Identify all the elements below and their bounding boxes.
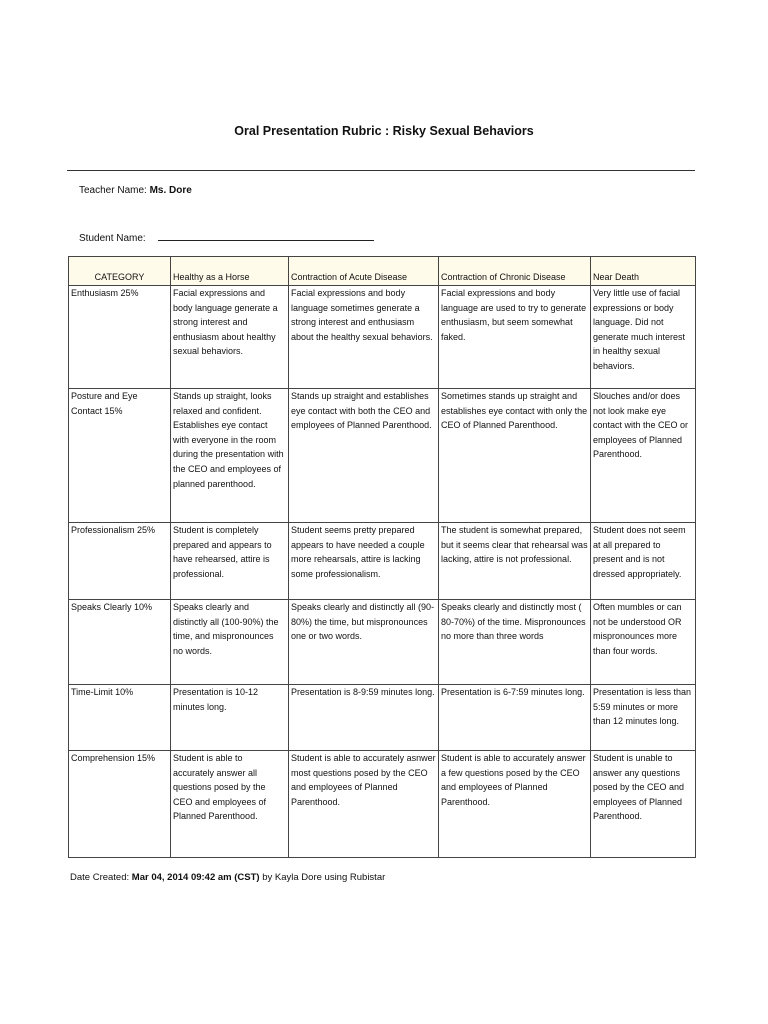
teacher-name-label: Teacher Name: — [79, 185, 147, 196]
row-category: Enthusiasm 25% — [69, 286, 171, 389]
table-cell: Facial expressions and body language sometimes generate a strong interest and enthusiasm about the healthy sexual behaviors. — [289, 286, 439, 389]
teacher-name-value: Ms. Dore — [149, 185, 192, 196]
table-row — [69, 751, 696, 858]
row-category: Comprehension 15% — [69, 751, 171, 858]
row-category: Posture and Eye Contact 15% — [69, 389, 171, 523]
header-near-death: Near Death — [591, 257, 696, 286]
table-row — [69, 286, 696, 389]
footer-date: Mar 04, 2014 09:42 am — [131, 872, 232, 883]
table-cell: Presentation is 8-9:59 minutes long. — [289, 685, 439, 751]
student-name-blank-line — [158, 231, 374, 241]
row-category: Time-Limit 10% — [69, 685, 171, 751]
table-cell: Student is able to accurately asnwer most questions posed by the CEO and employees of Planned Parenthood. — [289, 751, 439, 858]
table-cell: Facial expressions and body language are used to try to generate enthusiasm, but seem somewhat faked. — [439, 286, 591, 389]
header-acute-disease: Contraction of Acute Disease — [289, 257, 439, 286]
student-name-label: Student Name: — [79, 233, 146, 244]
table-cell: Presentation is 10-12 minutes long. — [171, 685, 289, 751]
table-cell: Slouches and/or does not look make eye contact with the CEO or employees of Planned Parenthood. — [591, 389, 696, 523]
footer-prefix: Date Created: — [70, 872, 130, 883]
table-cell: Stands up straight and establishes eye contact with both the CEO and employees of Planned Parenthood. — [289, 389, 439, 523]
table-row — [69, 389, 696, 523]
table-cell: Speaks clearly and distinctly most ( 80-70%) of the time. Mispronounces no more than three words — [439, 600, 591, 685]
footer-author: by Kayla Dore using Rubistar — [262, 872, 386, 883]
title-divider — [67, 170, 695, 171]
table-cell: Student seems pretty prepared appears to have needed a couple more rehearsals, attire is lacking some professionalism. — [289, 523, 439, 600]
table-cell: Student is completely prepared and appears to have rehearsed, attire is professional. — [171, 523, 289, 600]
table-cell: Very little use of facial expressions or body language. Did not generate much interest in healthy sexual behaviors. — [591, 286, 696, 389]
row-category: Professionalism 25% — [69, 523, 171, 600]
student-name-field — [79, 231, 374, 244]
page-title: Oral Presentation Rubric : Risky Sexual Behaviors — [234, 124, 534, 138]
table-cell: Student is able to accurately answer all questions posed by the CEO and employees of Planned Parenthood. — [171, 751, 289, 858]
table-cell: Presentation is less than 5:59 minutes or more than 12 minutes long. — [591, 685, 696, 751]
rubric-header-row — [69, 257, 696, 286]
table-cell: Stands up straight, looks relaxed and confident. Establishes eye contact with everyone in the room during the presentation with the CEO and employees of planned parenthood. — [171, 389, 289, 523]
date-created-footer — [70, 872, 385, 883]
table-cell: Facial expressions and body language generate a strong interest and enthusiasm about healthy sexual behaviors. — [171, 286, 289, 389]
teacher-name-field — [79, 185, 192, 196]
table-cell: The student is somewhat prepared, but it seems clear that rehearsal was lacking, attire is not professional. — [439, 523, 591, 600]
table-cell: Often mumbles or can not be understood OR mispronounces more than four words. — [591, 600, 696, 685]
table-cell: Student does not seem at all prepared to present and is not dressed appropriately. — [591, 523, 696, 600]
table-row — [69, 523, 696, 600]
table-row — [69, 600, 696, 685]
header-healthy-as-a-horse: Healthy as a Horse — [171, 257, 289, 286]
table-cell: Student is unable to answer any questions posed by the CEO and employees of Planned Parenthood. — [591, 751, 696, 858]
row-category: Speaks Clearly 10% — [69, 600, 171, 685]
table-cell: Sometimes stands up straight and establishes eye contact with only the CEO of Planned Parenthood. — [439, 389, 591, 523]
table-cell: Speaks clearly and distinctly all (100-90%) the time, and mispronounces no words. — [171, 600, 289, 685]
table-cell: Student is able to accurately answer a few questions posed by the CEO and employees of Planned Parenthood. — [439, 751, 591, 858]
header-category: CATEGORY — [69, 257, 171, 286]
table-row — [69, 685, 696, 751]
table-cell: Speaks clearly and distinctly all (90-80%) the time, but mispronounces one or two words. — [289, 600, 439, 685]
footer-timezone: (CST) — [234, 872, 260, 883]
rubric-table — [68, 256, 696, 858]
table-cell: Presentation is 6-7:59 minutes long. — [439, 685, 591, 751]
header-chronic-disease: Contraction of Chronic Disease — [439, 257, 591, 286]
